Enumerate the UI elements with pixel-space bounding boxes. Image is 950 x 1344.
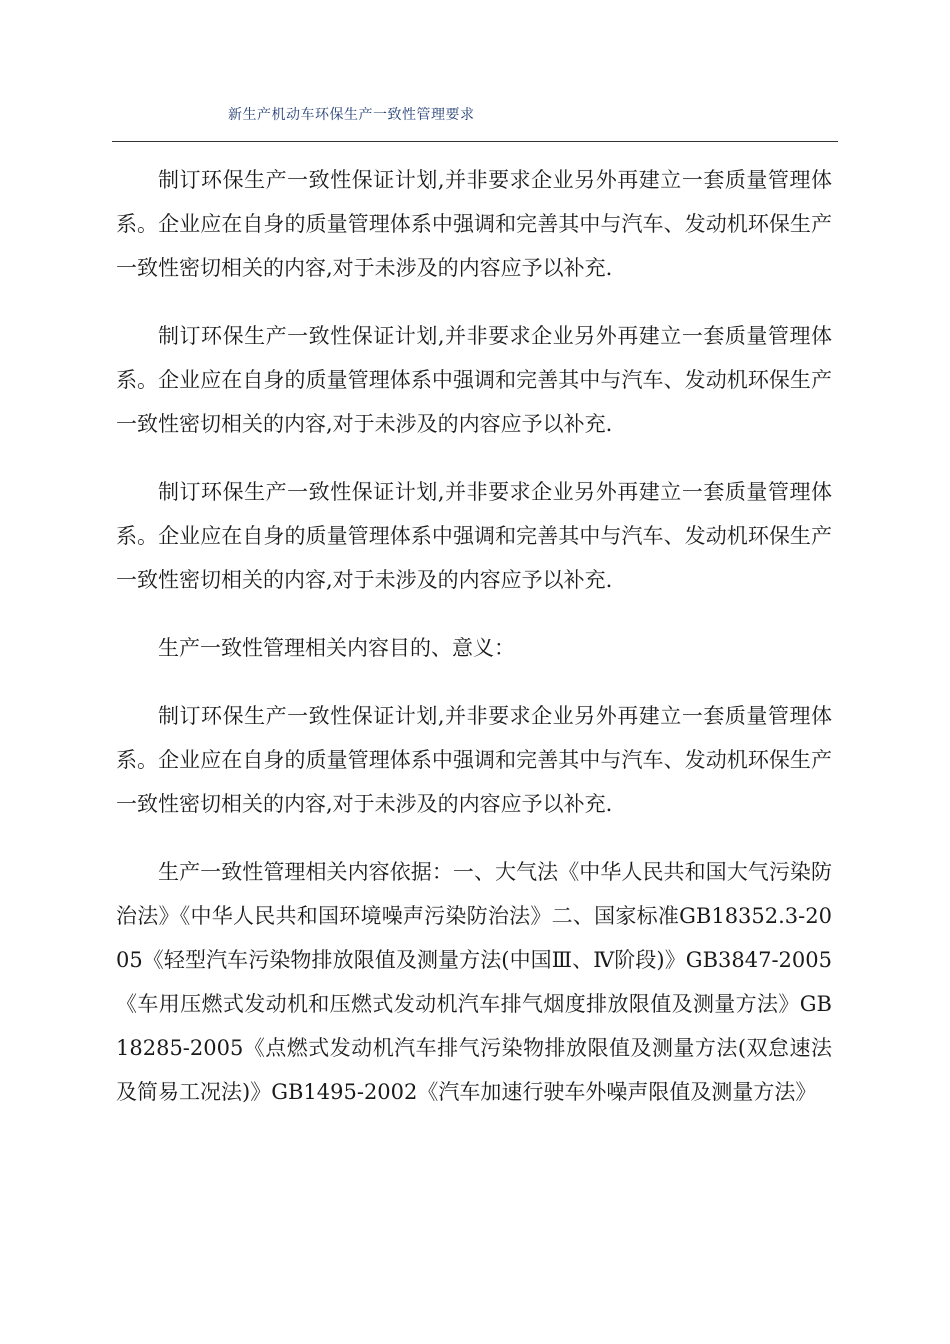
header-divider [112, 141, 838, 142]
paragraph: 制订环保生产一致性保证计划,并非要求企业另外再建立一套质量管理体系。企业应在自身的质量管理体系中强调和完善其中与汽车、发动机环保生产一致性密切相关的内容,对于未涉及的内容应予以补充. [116, 480, 832, 592]
paragraph: 制订环保生产一致性保证计划,并非要求企业另外再建立一套质量管理体系。企业应在自身的质量管理体系中强调和完善其中与汽车、发动机环保生产一致性密切相关的内容,对于未涉及的内容应予以补充. [116, 324, 832, 436]
document-body [116, 158, 832, 1138]
page-header-title: 新生产机动车环保生产一致性管理要求 [228, 107, 475, 123]
section-heading: 生产一致性管理相关内容目的、意义： [158, 636, 515, 660]
paragraph: 生产一致性管理相关内容依据：一、大气法《中华人民共和国大气污染防治法》《中华人民共和国环境噪声污染防治法》二、国家标准GB18352.3-2005《轻型汽车污染物排放限值及测量方法(中国Ⅲ、Ⅳ阶段)》GB3847-2005《车用压燃式发动机和压燃式发动机汽车排气烟度排放限值及测量方法》GB18285-2005《点燃式发动机汽车排气污染物排放限值及测量方法(双怠速法及简易工况法)》GB1495-2002《汽车加速行驶车外噪声限值及测量方法》 [116, 860, 832, 1104]
paragraph: 制订环保生产一致性保证计划,并非要求企业另外再建立一套质量管理体系。企业应在自身的质量管理体系中强调和完善其中与汽车、发动机环保生产一致性密切相关的内容,对于未涉及的内容应予以补充. [116, 168, 832, 280]
paragraph: 制订环保生产一致性保证计划,并非要求企业另外再建立一套质量管理体系。企业应在自身的质量管理体系中强调和完善其中与汽车、发动机环保生产一致性密切相关的内容,对于未涉及的内容应予以补充. [116, 704, 832, 816]
